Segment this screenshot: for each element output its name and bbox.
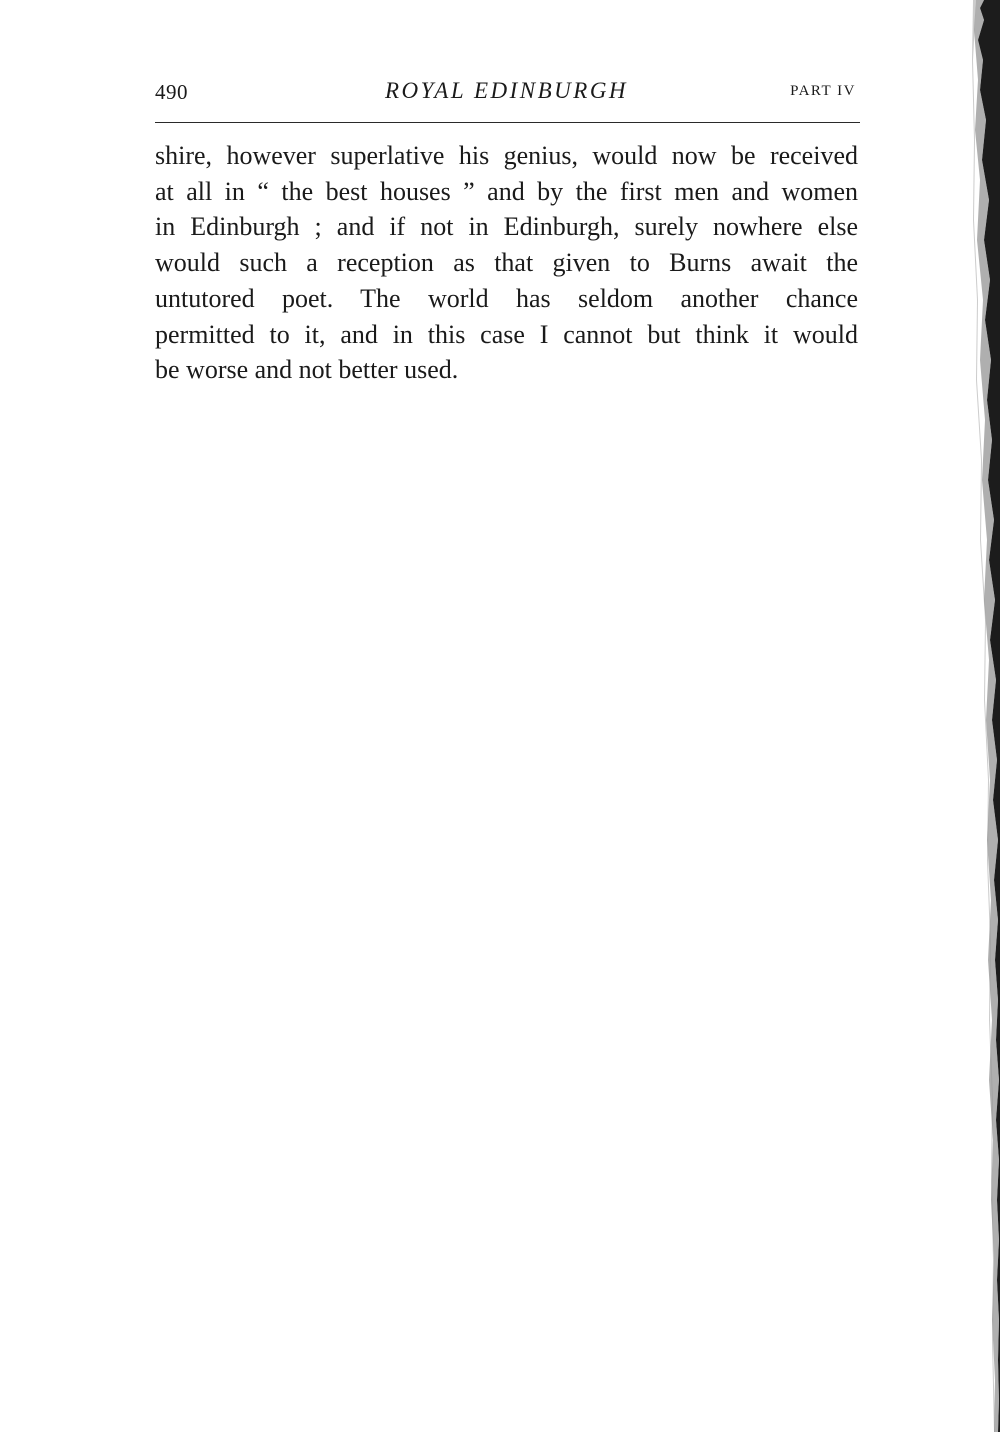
body-line: permitted to it, and in this case I cannot but think it would: [155, 319, 858, 349]
header-rule: [155, 122, 860, 123]
part-label: PART IV: [790, 83, 856, 99]
body-paragraph: [155, 138, 858, 388]
body-line: at all in “ the best houses ” and by the first men and women: [155, 176, 858, 206]
body-line: shire, however superlative his genius, would now be received: [155, 141, 858, 170]
body-line: be worse and not better used.: [155, 355, 459, 385]
running-title: ROYAL EDINBURGH: [384, 78, 629, 103]
page-number: 490: [155, 80, 188, 104]
running-head: [155, 78, 858, 108]
body-line: untutored poet. The world has seldom another chance: [155, 283, 858, 313]
body-line: would such a reception as that given to Burns await the: [155, 248, 858, 278]
body-line: in Edinburgh ; and if not in Edinburgh, surely nowhere else: [155, 212, 858, 242]
binding-shadow: [940, 0, 1000, 1432]
